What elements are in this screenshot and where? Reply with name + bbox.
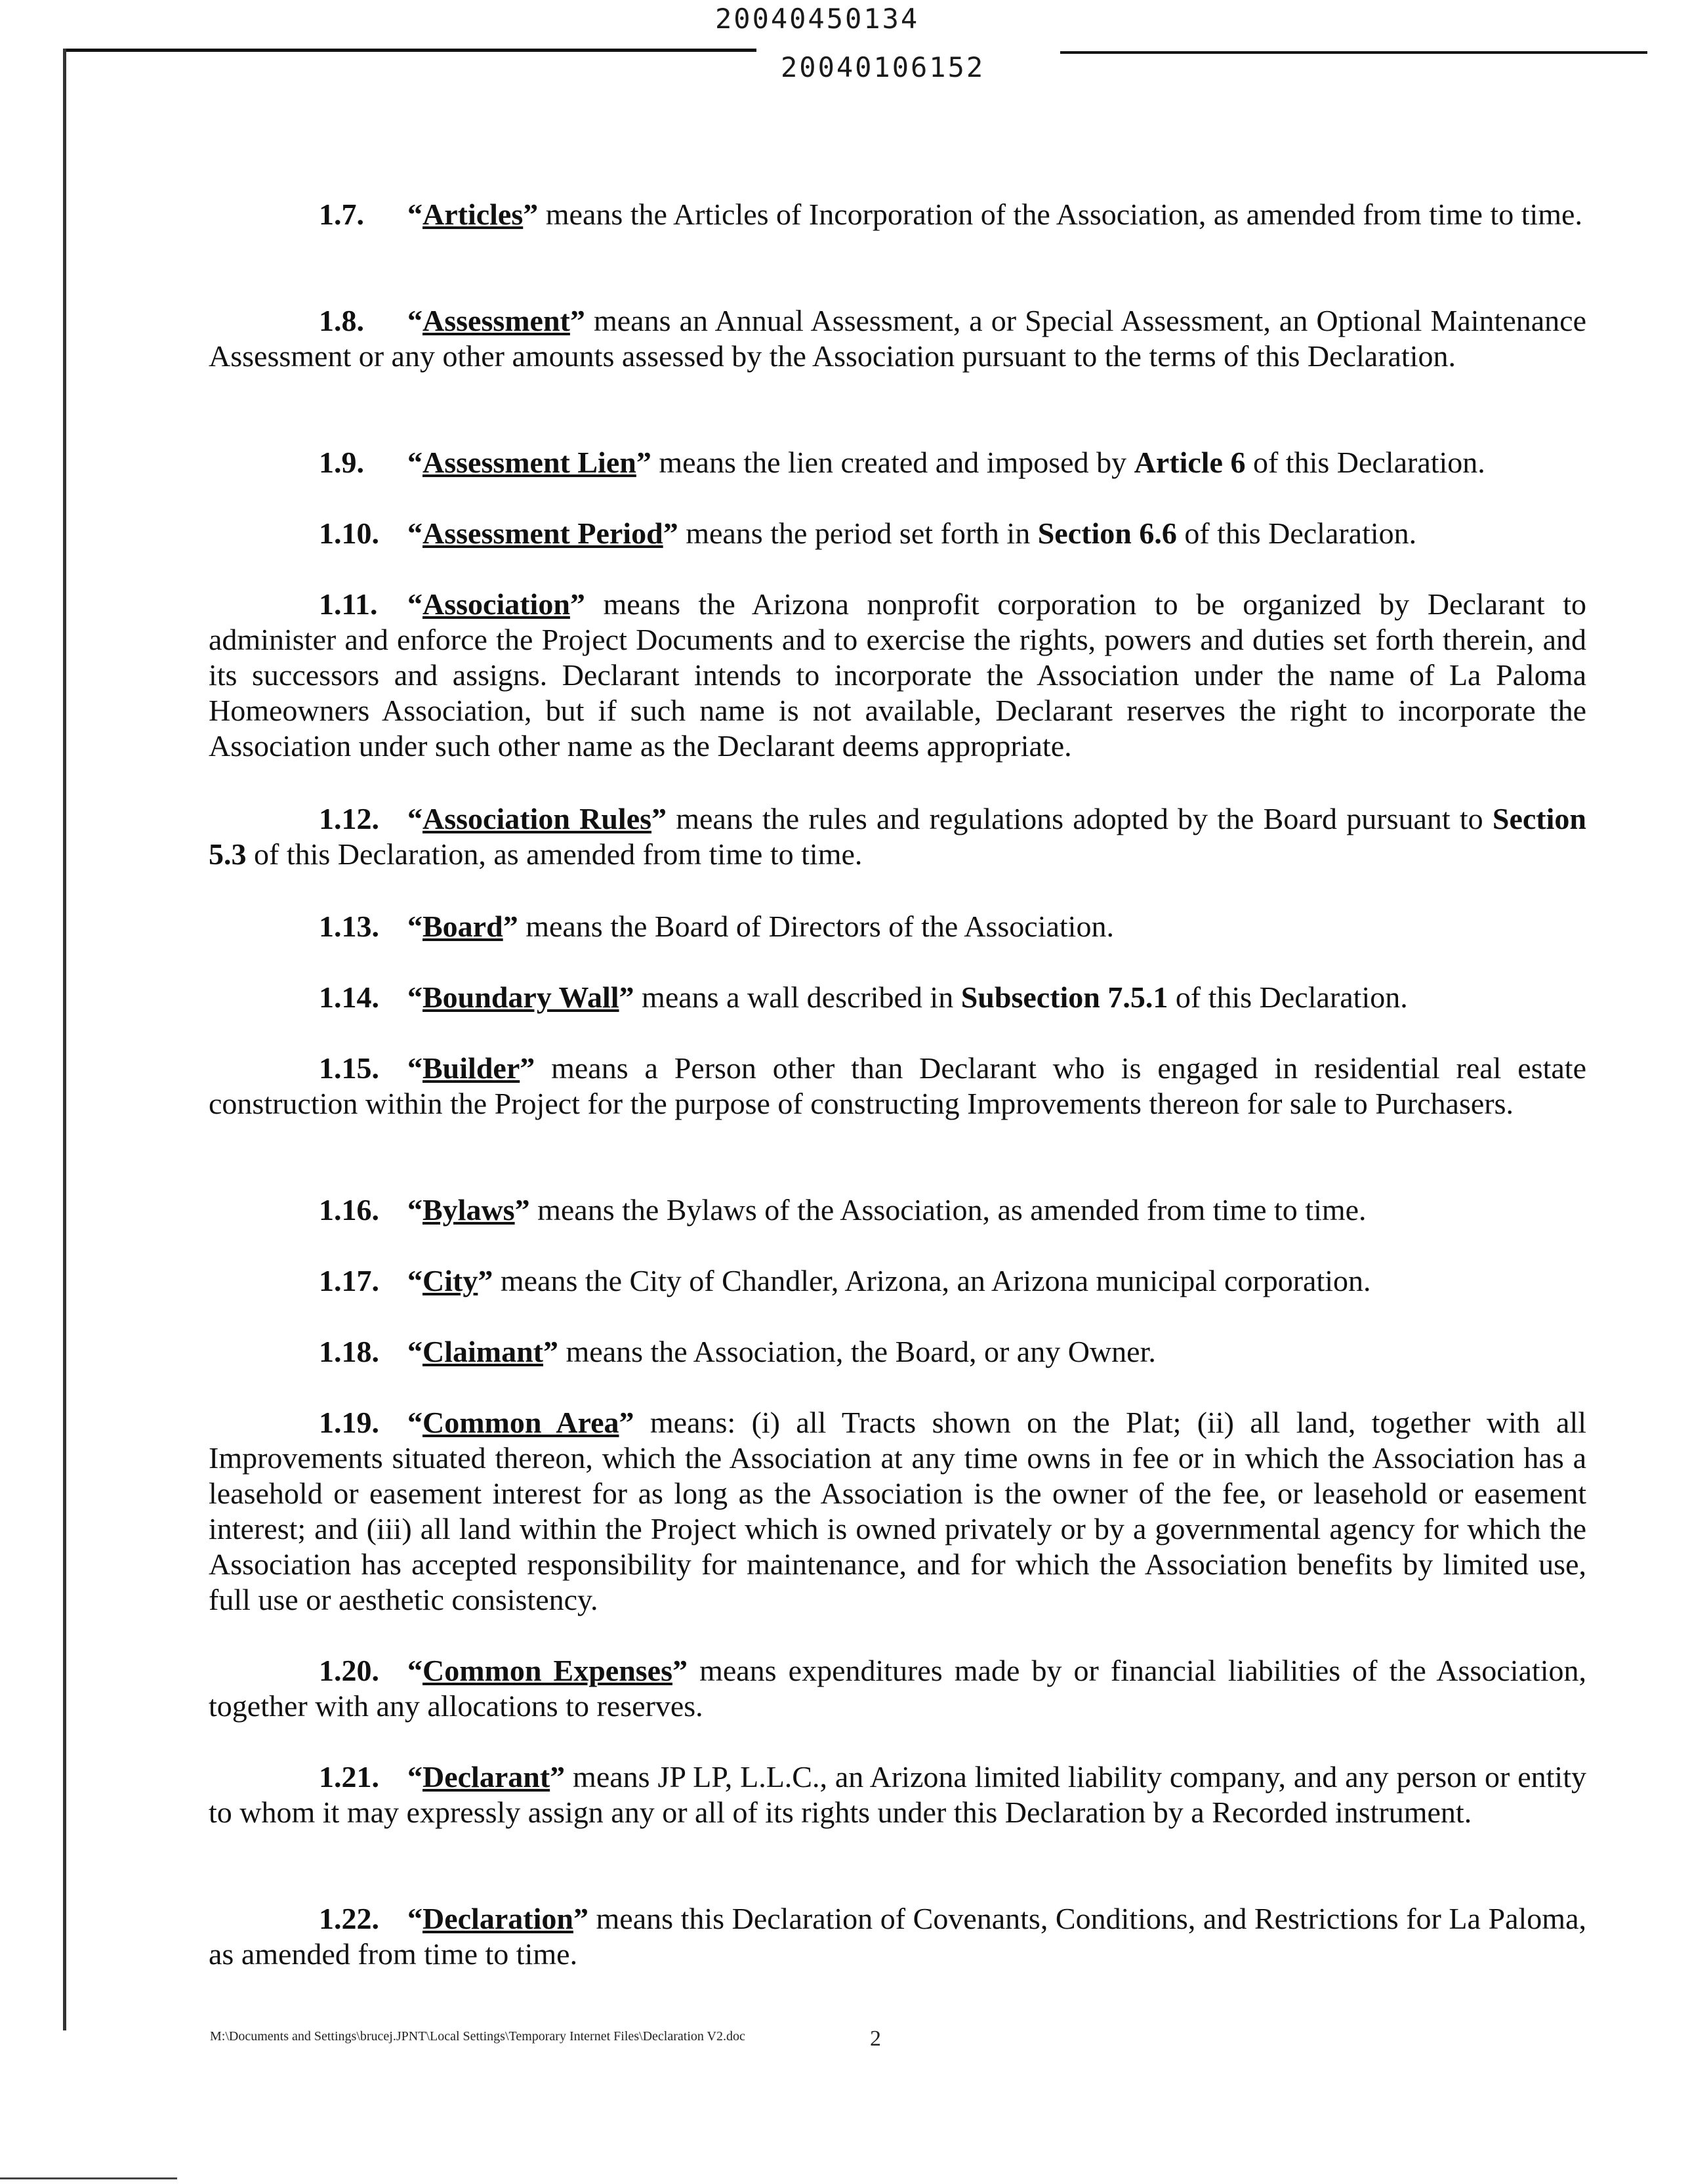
defined-term: Common Area: [422, 1406, 619, 1439]
recording-number-1: 20040450134: [715, 3, 920, 35]
definition-1-11: 1.11. “Association” means the Arizona nonprofit corporation to be organized by Declarant to administer and enforce the Project Documents and to exercise the rights, powers and duties set forth therein, and its successors and assigns. Declarant intends to incorporate the Association under the name of La Paloma Homeowners Association, but if such name is not available, Declarant reserves the right to incorporate the Association under such other name as the Declarant deems appropriate.: [209, 587, 1586, 763]
definition-text: means the Arizona nonprofit corporation to be organized by Declarant to administer and enforce the Project Documents and to exercise the rights, powers and duties set forth therein, and its successors and assigns. Declarant intends to incorporate the Association under the name of La Paloma Homeowners Association, but if such name is not available, Declarant reserves the right to incorporate the Association under such other name as the Declarant deems appropriate.: [209, 587, 1586, 763]
cross-reference: Subsection 7.5.1: [960, 980, 1168, 1014]
definition-text: means a wall described in: [634, 980, 961, 1014]
defined-term: Assessment Lien: [422, 446, 636, 479]
defined-term: Bylaws: [422, 1193, 515, 1227]
definition-number: 1.20.: [319, 1654, 379, 1687]
defined-term: Builder: [422, 1051, 520, 1085]
definition-text: of this Declaration.: [1168, 980, 1408, 1014]
defined-term: Claimant: [422, 1335, 543, 1368]
definition-1-13: 1.13. “Board” means the Board of Directors of the Association.: [319, 910, 1114, 943]
definition-text: means the Bylaws of the Association, as amended from time to time.: [529, 1193, 1367, 1227]
definition-1-9: 1.9. “Assessment Lien” means the lien created and imposed by Article 6 of this Declaration.: [319, 446, 1485, 479]
definition-text: means JP LP, L.L.C., an Arizona limited liability company, and any person or entity to whom it may expressly assign any or all of its rights under this Declaration by a Recorded instrument.: [209, 1760, 1586, 1829]
definition-1-18: 1.18. “Claimant” means the Association, the Board, or any Owner.: [319, 1335, 1156, 1368]
definition-1-14: 1.14. “Boundary Wall” means a wall described in Subsection 7.5.1 of this Declaration.: [319, 980, 1408, 1014]
cross-reference: Article 6: [1134, 446, 1246, 479]
defined-term: Declarant: [422, 1760, 550, 1794]
definition-number: 1.19.: [319, 1406, 379, 1439]
definition-number: 1.10.: [319, 516, 379, 550]
definition-text: of this Declaration, as amended from time to time.: [246, 837, 863, 871]
definition-number: 1.15.: [319, 1051, 379, 1085]
definition-number: 1.12.: [319, 802, 379, 835]
defined-term: Assessment Period: [422, 516, 663, 550]
definition-text: means an Annual Assessment, a or Special Assessment, an Optional Maintenance Assessment or any other amounts assessed by the Association pursuant to the terms of this Declaration.: [209, 304, 1586, 373]
definition-1-21: 1.21. “Declarant” means JP LP, L.L.C., an Arizona limited liability company, and any person or entity to whom it may expressly assign any or all of its rights under this Declaration by a Recorded instrument.: [209, 1760, 1586, 1829]
definition-1-22: 1.22. “Declaration” means this Declaration of Covenants, Conditions, and Restrictions for La Paloma, as amended from time to time.: [209, 1902, 1586, 1971]
recording-number-2: 20040106152: [781, 51, 985, 83]
defined-term: Boundary Wall: [422, 980, 619, 1014]
defined-term: Assessment: [422, 304, 570, 337]
definition-text: of this Declaration.: [1176, 516, 1417, 550]
defined-term: Common Expenses: [422, 1654, 672, 1687]
definition-1-16: 1.16. “Bylaws” means the Bylaws of the Association, as amended from time to time.: [319, 1193, 1367, 1227]
bottom-rule: [0, 2177, 177, 2179]
definition-1-7: 1.7. “Articles” means the Articles of Incorporation of the Association, as amended from time to time.: [319, 198, 1582, 231]
definition-text: means the rules and regulations adopted by the Board pursuant to: [667, 802, 1493, 835]
definition-number: 1.16.: [319, 1193, 379, 1227]
definition-text: means the Articles of Incorporation of the Association, as amended from time to time.: [538, 198, 1582, 231]
definition-text: means the period set forth in: [678, 516, 1038, 550]
definition-text: means expenditures made by or financial liabilities of the Association, together with any allocations to reserves.: [209, 1654, 1586, 1723]
definition-text: means the City of Chandler, Arizona, an Arizona municipal corporation.: [493, 1264, 1371, 1297]
definition-1-12: 1.12. “Association Rules” means the rules and regulations adopted by the Board pursuant to Section 5.3 of this Declaration, as amended from time to time.: [209, 802, 1586, 871]
definition-text: means the Board of Directors of the Association.: [518, 910, 1114, 943]
definition-1-10: 1.10. “Assessment Period” means the period set forth in Section 6.6 of this Declaration.: [319, 516, 1417, 550]
left-margin-rule: [63, 49, 66, 2030]
definition-text: means the Association, the Board, or any Owner.: [558, 1335, 1156, 1368]
definition-number: 1.7.: [319, 198, 364, 231]
definition-number: 1.11.: [319, 587, 378, 621]
definition-1-17: 1.17. “City” means the City of Chandler, Arizona, an Arizona municipal corporation.: [319, 1264, 1371, 1297]
definition-number: 1.18.: [319, 1335, 379, 1368]
definition-text: of this Declaration.: [1245, 446, 1485, 479]
definition-text: means this Declaration of Covenants, Conditions, and Restrictions for La Paloma, as amended from time to time.: [209, 1902, 1586, 1971]
definition-1-19: 1.19. “Common Area” means: (i) all Tracts shown on the Plat; (ii) all land, together with all Improvements situated thereon, which the Association at any time owns in fee or in which the Association has a leasehold or easement interest for as long as the Association is the owner of the fee, or leasehold or easement interest; and (iii) all land within the Project which is owned privately or by a governmental agency for which the Association has accepted responsibility for maintenance, and for which the Association benefits by limited use, full use or aesthetic consistency.: [209, 1406, 1587, 1616]
page-number: 2: [870, 2026, 881, 2051]
definition-text: means: (i) all Tracts shown on the Plat; (ii) all land, together with all Improvements situated thereon, which the Association at any time owns in fee or in which the Association has a leasehold or easement interest for as long as the Association is the owner of the fee, or leasehold or easement interest; and (iii) all land within the Project which is owned privately or by a governmental agency for which the Association has accepted responsibility for maintenance, and for which the Association benefits by limited use, full use or aesthetic consistency.: [209, 1406, 1587, 1616]
definition-1-15: 1.15. “Builder” means a Person other than Declarant who is engaged in residential real estate construction within the Project for the purpose of constructing Improvements thereon for sale to Purchasers.: [209, 1051, 1586, 1120]
definition-number: 1.22.: [319, 1902, 379, 1935]
definition-text: means the lien created and imposed by: [651, 446, 1134, 479]
definition-text: means a Person other than Declarant who is engaged in residential real estate construction within the Project for the purpose of constructing Improvements thereon for sale to Purchasers.: [209, 1051, 1586, 1120]
definition-number: 1.21.: [319, 1760, 379, 1794]
defined-term: Articles: [422, 198, 524, 231]
footer-file-path: M:\Documents and Settings\brucej.JPNT\Local Settings\Temporary Internet Files\Declaration V2.doc: [210, 2029, 745, 2044]
defined-term: Association: [422, 587, 570, 621]
top-rule-right: [1060, 51, 1647, 54]
cross-reference: Section 6.6: [1037, 516, 1177, 550]
defined-term: City: [422, 1264, 478, 1297]
definition-number: 1.17.: [319, 1264, 379, 1297]
definition-number: 1.8.: [319, 304, 364, 337]
defined-term: Declaration: [422, 1902, 573, 1935]
definition-1-8: 1.8. “Assessment” means an Annual Assessment, a or Special Assessment, an Optional Maintenance Assessment or any other amounts assessed by the Association pursuant to the terms of this Declaration.: [209, 304, 1586, 373]
top-rule-left: [64, 49, 756, 52]
definition-number: 1.9.: [319, 446, 364, 479]
definition-number: 1.13.: [319, 910, 379, 943]
defined-term: Association Rules: [422, 802, 652, 835]
definition-number: 1.14.: [319, 980, 379, 1014]
definition-1-20: 1.20. “Common Expenses” means expenditures made by or financial liabilities of the Association, together with any allocations to reserves.: [209, 1654, 1586, 1723]
defined-term: Board: [422, 910, 503, 943]
cross-reference: Section 5.3: [209, 802, 1586, 871]
